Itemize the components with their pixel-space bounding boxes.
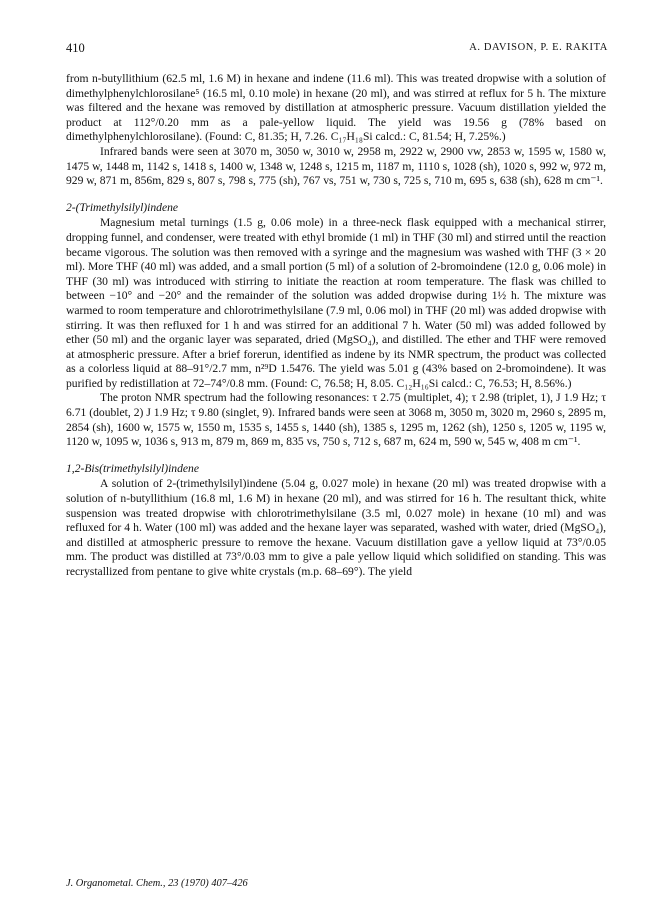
journal-citation: J. Organometal. Chem., 23 (1970) 407–426 [66,878,248,889]
paragraph-infrared-1: Infrared bands were seen at 3070 m, 3050 w, 3010 w, 2958 m, 2922 w, 2900 vw, 2853 w, 1595 w, 1580 w, 1475 w, 1448 m, 1142 s, 1418 s, 1400 w, 1348 w, 1248 s, 1215 m, 1187 m, 1110 s, 1028 (sh), 1020 s, 992 w, 972 m, 929 w, 871 m, 856m, 829 s, 807 s, 798 s, 775 (sh), 767 vs, 751 w, 730 s, 725 s, 710 m, 695 s, 638 (sh), 628 m cm⁻¹. [66,144,606,188]
running-head: A. DAVISON, P. E. RAKITA [469,42,608,53]
section-title-trimethylsilylindene: 2-(Trimethylsilyl)indene [66,200,179,214]
page-header [66,41,608,57]
paragraph-nmr-2: The proton NMR spectrum had the following resonances: τ 2.75 (multiplet, 4); τ 2.98 (triplet, 1), J 1.9 Hz; τ 6.71 (doublet, 2) J 1.9 Hz; τ 9.80 (singlet, 9). Infrared bands were seen at 3068 m, 3050 m, 3020 m, 2960 s, 2895 m, 2854 (sh), 1600 w, 1575 w, 1550 m, 1535 s, 1455 s, 1440 (sh), 1385 s, 1295 m, 1262 (sh), 1250 s, 1205 w, 1195 w, 1120 w, 1095 w, 1036 s, 913 m, 879 m, 869 m, 835 vs, 750 s, 712 s, 687 m, 624 m, 590 w, 545 w, 408 m cm⁻¹. [66,391,606,449]
paragraph-procedure-2: Magnesium metal turnings (1.5 g, 0.06 mole) in a three-neck flask equipped with a mechanical stirrer, dropping funnel, and condenser, were treated with ethyl bromide (1 ml) in THF (30 ml) and stirred until the reaction became vigorous. The solution was then removed with a syringe and the magnesium was washed with THF (3 × 20 ml). More THF (40 ml) was added, and a small portion (5 ml) of a solution of 2-bromoindene (12.0 g, 0.06 mole) in THF (30 ml) was introduced with stirring to initiate the reaction at room temperature. The flask was chilled to between −10° and −20° and the remainder of the solution was added dropwise during 1½ h. The mixture was warmed to room temperature and chlorotrimethylsilane (7.9 ml, 0.06 mol) in THF (20 ml) was added dropwise with stirring. It was then refluxed for 1 h and was stirred for an additional 7 h. Water (50 ml) was added followed by ether (50 ml) and the organic layer was separated, dried (MgSO₄), and distilled. The ether and THF were removed at atmospheric pressure. After a brief forerun, identified as indene by its NMR spectrum, the product was collected as a colorless liquid at 88–91°/2.7 mm, n²⁹D 1.5476. The yield was 5.01 g (43% based on 2-bromoindene). It was purified by redistillation at 72–74°/0.8 mm. (Found: C, 76.58; H, 8.05. C₁₂H₁₆Si calcd.: C, 76.53; H, 8.56%.) [66,216,606,390]
page-number: 410 [66,41,85,55]
paragraph-procedure-3: A solution of 2-(trimethylsilyl)indene (5.04 g, 0.027 mole) in hexane (20 ml) was treated dropwise with a solution of n-butyllithium (16.8 ml, 1.6 M) in hexane (20 ml), and was stirred for 16 h. The resultant thick, white suspension was treated dropwise with chlorotrimethylsilane (3.5 ml, 0.027 mole) in hexane (10 ml) and was refluxed for 4 h. Water (100 ml) was added and the hexane layer was separated, washed with water, dried (MgSO₄), and distilled at atmospheric pressure to remove the hexane. Vacuum distillation gave a yellow liquid at 73°/0.05 mm. The product was distilled at 73°/0.03 mm to give a pale yellow liquid which solidified on standing. This was recrystallized from pentane to give white crystals (m.p. 68–69°). The yield [66,477,606,578]
article-body [66,72,606,580]
paragraph-continuation: from n-butyllithium (62.5 ml, 1.6 M) in hexane and indene (11.6 ml). This was treated dropwise with a solution of dimethylphenylchlorosilane⁵ (16.5 ml, 0.10 mole) in hexane (20 ml), and was stirred at reflux for 5 h. The mixture was filtered and the hexane was removed by distillation at atmospheric pressure. Vacuum distillation yielded the product at 112°/0.20 mm as a pale-yellow liquid. The yield was 19.56 g (78% based on dimethylphenylchlorosilane). (Found: C, 81.35; H, 7.26. C₁₇H₁₈Si calcd.: C, 81.54; H, 7.25%.) [66,72,606,144]
section-title-bis-trimethylsilylindene: 1,2-Bis(trimethylsilyl)indene [66,461,199,475]
